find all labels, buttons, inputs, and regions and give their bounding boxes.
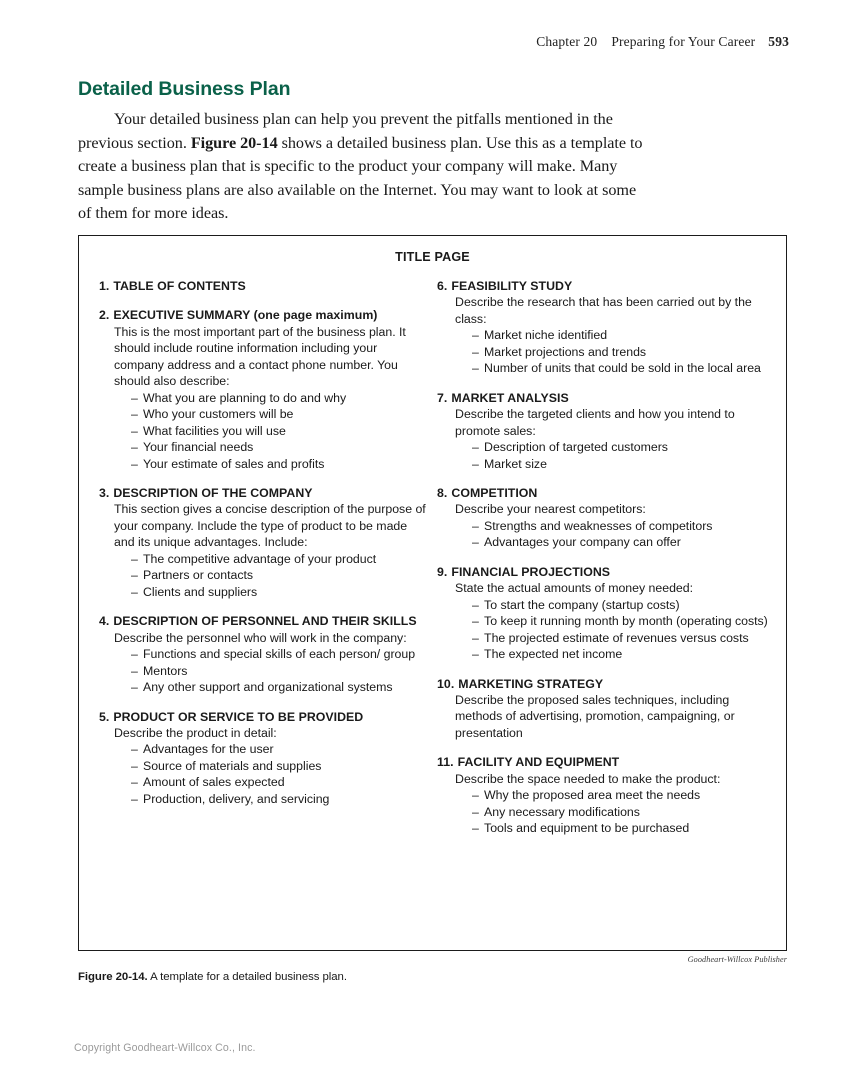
plan-section-bullets [99, 741, 427, 807]
plan-section-heading [437, 485, 768, 501]
intro-text-after: shows a detailed business plan. Use this as a template to create a business plan that is specific to the product your company will make. Many sample business plans are also available on the Internet. You may want to look at some of them for more ideas. [78, 133, 643, 223]
list-item-text: Why the proposed area meet the needs [484, 788, 701, 803]
list-item [472, 518, 768, 534]
plan-section-title: TABLE OF CONTENTS [113, 279, 246, 293]
bullet-dash-icon: – [472, 328, 479, 343]
list-item [472, 613, 768, 629]
bullet-dash-icon: – [131, 663, 138, 678]
bullet-dash-icon: – [131, 456, 138, 471]
bullet-dash-icon: – [472, 361, 479, 376]
plan-section-heading [437, 564, 768, 580]
plan-section-bullets [99, 646, 427, 695]
caption-label: Figure 20-14. [78, 971, 148, 983]
plan-section-heading [437, 676, 768, 692]
list-item-text: Any necessary modifications [484, 804, 640, 819]
bullet-dash-icon: – [472, 440, 479, 455]
list-item-text: Who your customers will be [143, 407, 294, 422]
figure-reference: Figure 20-14 [190, 133, 278, 152]
plan-section-bullets [437, 439, 768, 472]
list-item-text: Production, delivery, and servicing [143, 791, 330, 806]
list-item-text: The projected estimate of revenues versus costs [484, 630, 749, 645]
list-item [472, 360, 768, 376]
plan-section-bullets [437, 518, 768, 551]
figure-columns [79, 278, 786, 837]
plan-section [99, 709, 427, 808]
plan-section-bullets [437, 327, 768, 376]
list-item [131, 423, 427, 439]
bullet-dash-icon: – [131, 742, 138, 757]
list-item-text: Tools and equipment to be purchased [484, 821, 690, 836]
plan-section-bullets [437, 597, 768, 663]
list-item-text: Market niche identified [484, 328, 608, 343]
list-item-text: Mentors [143, 663, 188, 678]
bullet-dash-icon: – [472, 518, 479, 533]
bullet-dash-icon: – [472, 614, 479, 629]
list-item-text: Your financial needs [143, 440, 254, 455]
bullet-dash-icon: – [472, 630, 479, 645]
plan-section-heading [99, 613, 427, 629]
plan-section-heading [99, 485, 427, 501]
list-item-text: The expected net income [484, 647, 623, 662]
list-item [131, 567, 427, 583]
list-item-text: Description of targeted customers [484, 440, 668, 455]
plan-section-description: State the actual amounts of money needed: [455, 581, 694, 596]
bullet-dash-icon: – [472, 597, 479, 612]
list-item [472, 787, 768, 803]
list-item-text: To start the company (startup costs) [484, 597, 680, 612]
plan-section-description: Describe your nearest competitors: [455, 502, 646, 517]
list-item-text: Advantages for the user [143, 742, 274, 757]
bullet-dash-icon: – [131, 584, 138, 599]
caption-text: A template for a detailed business plan. [150, 971, 347, 983]
list-item-text: Strengths and weaknesses of competitors [484, 518, 713, 533]
plan-section-title: COMPETITION [451, 486, 538, 501]
list-item-text: To keep it running month by month (operating costs) [484, 614, 768, 629]
figure-box [78, 235, 787, 951]
list-item [472, 439, 768, 455]
copyright-footer: Copyright Goodheart-Willcox Co., Inc. [74, 1042, 256, 1054]
list-item-text: Partners or contacts [143, 568, 254, 583]
plan-section-heading [437, 390, 768, 406]
list-item-text: Advantages your company can offer [484, 535, 681, 550]
running-head-chapter: Chapter 20 [536, 34, 598, 49]
plan-section-heading [99, 307, 427, 323]
plan-section [99, 307, 427, 472]
plan-section-number: 1. [99, 279, 110, 293]
list-item-text: Functions and special skills of each person/ group [143, 647, 416, 662]
plan-section-number: 10. [437, 676, 455, 691]
bullet-dash-icon: – [472, 821, 479, 836]
list-item-text: Source of materials and supplies [143, 758, 322, 773]
list-item [472, 327, 768, 343]
plan-section [437, 676, 768, 742]
bullet-dash-icon: – [472, 456, 479, 471]
figure-column-left [99, 278, 437, 837]
plan-section-bullets [99, 551, 427, 600]
plan-section-heading [437, 754, 768, 770]
list-item-text: What you are planning to do and why [143, 390, 347, 405]
list-item-text: Number of units that could be sold in the local area [484, 361, 761, 376]
plan-section-number: 4. [99, 614, 110, 629]
list-item [131, 663, 427, 679]
plan-section-bullets [99, 390, 427, 472]
plan-section-description: Describe the research that has been carried out by the class: [455, 295, 752, 326]
bullet-dash-icon: – [131, 647, 138, 662]
plan-section-number: 7. [437, 390, 448, 405]
plan-section [437, 485, 768, 551]
box-title: TITLE PAGE [395, 250, 470, 264]
bullet-dash-icon: – [131, 680, 138, 695]
list-item [131, 774, 427, 790]
list-item-text: What facilities you will use [143, 423, 286, 438]
plan-section-title: MARKETING STRATEGY [458, 676, 604, 691]
plan-section-title: DESCRIPTION OF PERSONNEL AND THEIR SKILLS [113, 614, 417, 629]
list-item [472, 804, 768, 820]
bullet-dash-icon: – [131, 568, 138, 583]
list-item [131, 791, 427, 807]
plan-section-description: Describe the personnel who will work in the company: [114, 630, 407, 645]
list-item [131, 758, 427, 774]
list-item-text: The competitive advantage of your product [143, 551, 377, 566]
list-item [472, 630, 768, 646]
list-item [472, 597, 768, 613]
plan-section-heading [99, 709, 427, 725]
plan-section-title: DESCRIPTION OF THE COMPANY [113, 486, 313, 501]
figure-caption [78, 971, 347, 983]
list-item [472, 534, 768, 550]
bullet-dash-icon: – [131, 775, 138, 790]
plan-section-description: This is the most important part of the business plan. It should include routine information including your company address and a contact phone number. You should also describe: [114, 324, 406, 389]
page-body [78, 78, 788, 226]
list-item [472, 456, 768, 472]
list-item [131, 646, 427, 662]
bullet-dash-icon: – [472, 788, 479, 803]
plan-section-description: Describe the space needed to make the product: [455, 771, 721, 786]
plan-section-title: MARKET ANALYSIS [451, 390, 569, 405]
bullet-dash-icon: – [472, 647, 479, 662]
page-number: 593 [768, 34, 789, 49]
intro-text-before: Your detailed business plan can help you prevent the pitfalls mentioned in the previous section. [78, 110, 613, 152]
plan-section-number: 8. [437, 486, 448, 501]
plan-section [437, 390, 768, 472]
plan-section-title: EXECUTIVE SUMMARY (one page maximum) [113, 308, 378, 323]
figure-credit: Goodheart-Willcox Publisher [687, 955, 787, 964]
list-item-text: Any other support and organizational systems [143, 680, 393, 695]
list-item-text: Market projections and trends [484, 344, 647, 359]
plan-section-heading [99, 278, 427, 294]
list-item-text: Your estimate of sales and profits [143, 456, 325, 471]
list-item [131, 551, 427, 567]
intro-paragraph [78, 108, 643, 226]
bullet-dash-icon: – [131, 758, 138, 773]
plan-section [437, 564, 768, 663]
plan-section-description: This section gives a concise description of the purpose of your company. Include the type of product to be made and its unique advantages. Include: [114, 502, 426, 550]
plan-section-number: 3. [99, 486, 110, 501]
plan-section-description: Describe the targeted clients and how you intend to promote sales: [455, 407, 735, 438]
bullet-dash-icon: – [131, 407, 138, 422]
list-item [131, 406, 427, 422]
list-item-text: Amount of sales expected [143, 775, 285, 790]
bullet-dash-icon: – [472, 804, 479, 819]
bullet-dash-icon: – [131, 440, 138, 455]
plan-section-title: PRODUCT OR SERVICE TO BE PROVIDED [113, 709, 364, 724]
list-item-text: Clients and suppliers [143, 584, 258, 599]
plan-section-description: Describe the product in detail: [114, 725, 277, 740]
list-item [472, 344, 768, 360]
bullet-dash-icon: – [472, 535, 479, 550]
list-item [131, 456, 427, 472]
plan-section [99, 485, 427, 600]
bullet-dash-icon: – [472, 344, 479, 359]
bullet-dash-icon: – [131, 423, 138, 438]
plan-section-number: 9. [437, 564, 448, 579]
page-title: Detailed Business Plan [78, 78, 291, 100]
plan-section-title: FACILITY AND EQUIPMENT [457, 755, 620, 770]
running-head-title: Preparing for Your Career [611, 34, 756, 49]
running-head [536, 34, 789, 50]
list-item [131, 439, 427, 455]
list-item-text: Market size [484, 456, 547, 471]
plan-section-number: 11. [437, 755, 454, 770]
list-item [472, 646, 768, 662]
plan-section-heading [437, 278, 768, 294]
plan-section [437, 754, 768, 836]
bullet-dash-icon: – [131, 791, 138, 806]
plan-section-number: 6. [437, 279, 448, 293]
list-item [131, 741, 427, 757]
plan-section-title: FEASIBILITY STUDY [451, 279, 573, 293]
plan-section [437, 278, 768, 377]
figure-column-right [437, 278, 768, 837]
list-item [131, 679, 427, 695]
plan-section-number: 2. [99, 308, 110, 323]
bullet-dash-icon: – [131, 390, 138, 405]
plan-section-title: FINANCIAL PROJECTIONS [451, 564, 611, 579]
list-item [131, 584, 427, 600]
plan-section-bullets [437, 787, 768, 836]
plan-section [99, 613, 427, 695]
plan-section-number: 5. [99, 709, 110, 724]
bullet-dash-icon: – [131, 551, 138, 566]
plan-section [99, 278, 427, 294]
plan-section-description: Describe the proposed sales techniques, including methods of advertising, promotion, campaigning, or presentation [455, 693, 735, 740]
list-item [131, 390, 427, 406]
list-item [472, 820, 768, 836]
